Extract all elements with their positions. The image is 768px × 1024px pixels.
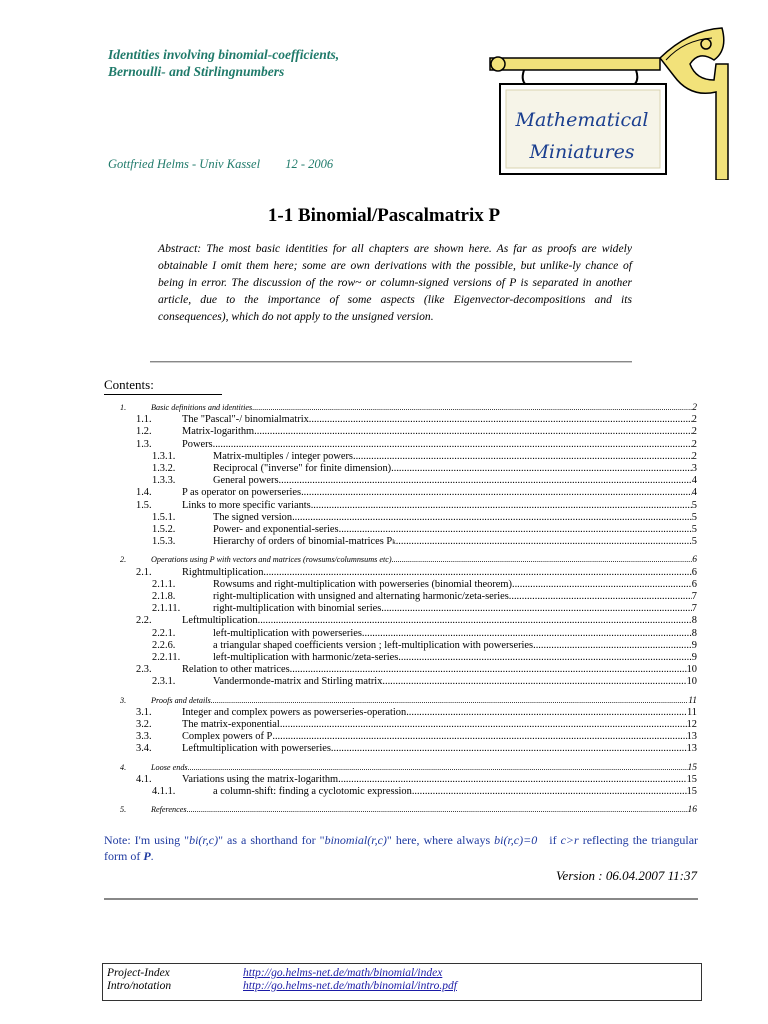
toc-entry-page: 6: [691, 566, 697, 578]
toc-leader-dots: [272, 731, 686, 743]
toc-entry-title: The signed version: [213, 511, 293, 523]
note-P: P: [143, 849, 151, 863]
toc-entry-number: 1.5.1.: [152, 511, 176, 523]
footer-row-intro: [107, 979, 457, 993]
toc-entry-page: 15: [686, 773, 697, 785]
toc-entry[interactable]: [152, 591, 697, 603]
toc-leader-dots: [353, 451, 692, 463]
toc-leader-dots: [309, 414, 692, 426]
toc-entry[interactable]: [136, 664, 697, 676]
note-prefix: Note: I'm using ": [104, 833, 190, 847]
toc-entry-page: 5: [691, 524, 697, 535]
toc-entry[interactable]: [152, 786, 697, 798]
footer-label: Intro/notation: [107, 980, 172, 992]
footer-label: Project-Index: [107, 967, 170, 979]
toc-entry[interactable]: [136, 731, 697, 743]
note-cond: bi(r,c)=0: [494, 833, 538, 847]
toc-entry-number: 3.: [120, 695, 127, 705]
document-title: 1-1 Binomial/Pascalmatrix P: [267, 205, 501, 226]
toc-entry-page: 13: [686, 743, 697, 755]
version-stamp: Version : 06.04.2007 11:37: [556, 868, 697, 883]
toc-entry[interactable]: [152, 628, 697, 640]
note-mid4: reflecting the triangular form of: [104, 833, 699, 863]
toc-entry-page: 15: [686, 786, 697, 797]
toc-entry-title: Rightmultiplication: [182, 566, 264, 578]
toc-leader-dots: [254, 426, 692, 438]
toc-entry[interactable]: [152, 676, 697, 688]
toc-entry-number: 2.: [120, 555, 127, 565]
toc-entry-number: 4.: [120, 762, 127, 772]
toc-entry-page: 5: [691, 536, 697, 548]
toc-leader-dots: [392, 554, 693, 566]
toc-entry-title: Hierarchy of orders of binomial-matrices P: [213, 536, 393, 548]
toc-leader-dots: [398, 652, 692, 664]
toc-entry-title: General powers: [213, 475, 279, 487]
toc-entry[interactable]: [152, 451, 697, 463]
footer-link-project-index[interactable]: http://go.helms-net.de/math/binomial/index: [243, 967, 443, 979]
toc-leader-dots: [391, 463, 692, 475]
toc-entry-number: 4.1.1.: [152, 786, 176, 797]
toc-entry-page: 5: [691, 511, 697, 523]
toc-entry[interactable]: [152, 579, 697, 591]
logo-text-line2: Miniatures: [529, 141, 635, 163]
toc-entry[interactable]: [152, 640, 697, 652]
toc-entry-page: 6: [691, 578, 697, 590]
toc-entry[interactable]: [136, 426, 697, 438]
toc-leader-dots: [311, 500, 692, 512]
toc-entry-number: 3.3.: [136, 731, 152, 743]
toc-leader-dots: [252, 402, 692, 414]
toc-entry-number: 2.2.6.: [152, 639, 176, 651]
toc-leader-dots: [509, 591, 692, 603]
toc-leader-dots: [263, 567, 691, 579]
toc-leader-dots: [187, 804, 688, 816]
toc-entry-title: left-multiplication with harmonic/zeta-series: [213, 652, 399, 663]
toc-entry-number: 1.3.1.: [152, 450, 176, 462]
toc-entry[interactable]: [152, 463, 697, 475]
toc-entry[interactable]: [136, 719, 697, 731]
logo-text-line1: Mathematical: [515, 109, 649, 131]
toc-leader-dots: [258, 615, 692, 627]
toc-entry-title: Matrix-logarithm: [182, 426, 255, 438]
toc-entry-page: 2: [691, 426, 697, 438]
toc-entry-title: Relation to other matrices: [182, 664, 290, 676]
toc-entry[interactable]: [120, 402, 697, 414]
toc-entry-title: right-multiplication with binomial series: [213, 603, 382, 615]
toc-entry-page: 3: [691, 463, 697, 474]
toc-entry-subscript: k: [392, 538, 396, 547]
toc-entry[interactable]: [152, 524, 697, 536]
toc-entry-title: Powers: [182, 438, 213, 450]
toc-entry-page: 13: [686, 731, 697, 743]
note-mid1: " as a shorthand for ": [218, 833, 325, 847]
toc-entry-number: 1.5.3.: [152, 536, 176, 548]
series-title-line2: Bernoulli- and Stirlingnumbers: [108, 64, 285, 79]
toc-entry-title: Complex powers of P: [182, 731, 273, 743]
toc-entry-page: 2: [691, 414, 697, 426]
toc-entry-page: 6: [692, 555, 697, 566]
toc-entry[interactable]: [152, 603, 697, 615]
toc-leader-dots: [188, 762, 688, 774]
toc-leader-dots: [213, 439, 692, 451]
toc-leader-dots: [382, 676, 686, 688]
toc-entry-page: 5: [691, 499, 697, 511]
footer-links-box: [102, 963, 702, 1001]
toc-leader-dots: [338, 774, 686, 786]
toc-entry-number: 2.1.8.: [152, 591, 176, 602]
toc-entry-page: 8: [691, 615, 697, 627]
toc-entry-title: right-multiplication with unsigned and alternating harmonic/zeta-series: [213, 591, 509, 602]
toc-entry-number: 2.3.: [136, 664, 152, 676]
toc-leader-dots: [331, 743, 687, 755]
toc-entry-page: 2: [692, 403, 697, 413]
toc-leader-dots: [362, 628, 692, 640]
author-date: 12 - 2006: [285, 157, 334, 171]
note-mid2: " here, where always: [386, 833, 495, 847]
toc-entry-page: 11: [688, 695, 697, 706]
toc-entry-page: 2: [691, 450, 697, 462]
toc-entry-title: The "Pascal"-/ binomialmatrix: [182, 414, 309, 426]
toc-entry-page: 2: [691, 438, 697, 450]
toc-leader-dots: [211, 695, 688, 707]
toc-entry[interactable]: [136, 439, 697, 451]
toc-entry-title: Matrix-multiples / integer powers: [213, 450, 353, 462]
notation-note: [104, 832, 698, 864]
toc-entry-page: 16: [687, 805, 697, 816]
toc-entry[interactable]: [136, 500, 697, 512]
toc-entry-number: 2.1.1.: [152, 578, 176, 590]
toc-entry[interactable]: [120, 762, 697, 774]
toc-entry-number: 1.1.: [136, 414, 152, 426]
toc-entry[interactable]: [152, 512, 697, 524]
toc-entry[interactable]: [120, 804, 697, 816]
toc-entry-page: 4: [691, 475, 697, 487]
toc-entry-page: 4: [691, 487, 697, 499]
toc-entry-title: left-multiplication with powerseries: [213, 627, 362, 639]
toc-entry-title: Proofs and details: [151, 695, 211, 705]
series-title-line1: Identities involving binomial-coefficients,: [108, 47, 340, 62]
toc-entry-number: 2.2.1.: [152, 627, 176, 639]
toc-leader-dots: [339, 524, 692, 536]
toc-leader-dots: [280, 719, 687, 731]
toc-entry-title: Leftmultiplication with powerseries: [182, 743, 331, 755]
toc-entry-title: Power- and exponential-series: [213, 524, 339, 535]
toc-entry[interactable]: [136, 707, 697, 719]
toc-entry-page: 12: [686, 719, 697, 730]
toc-entry-title: Integer and complex powers as powerseries-operation: [182, 706, 407, 718]
toc-entry-title: The matrix-exponential: [182, 719, 280, 730]
toc-leader-dots: [279, 475, 692, 487]
toc-entry[interactable]: [136, 615, 697, 627]
toc-entry-title: Loose ends: [151, 762, 188, 772]
toc-entry-page: 9: [691, 652, 697, 663]
toc-entry[interactable]: [136, 487, 697, 499]
toc-entry-number: 2.2.: [136, 615, 152, 627]
toc-entry-number: 3.1.: [136, 706, 152, 718]
toc-entry-number: 3.4.: [136, 743, 152, 755]
toc-entry-page: 7: [691, 603, 697, 615]
toc-entry-title: P as operator on powerseries: [182, 487, 302, 499]
toc-leader-dots: [292, 512, 692, 524]
toc-entry-title: References: [151, 805, 187, 815]
toc-entry-title: Links to more specific variants: [182, 499, 311, 511]
toc-entry-number: 1.3.: [136, 438, 152, 450]
toc-entry-page: 11: [686, 706, 697, 718]
note-bi: bi(r,c): [189, 833, 219, 847]
toc-entry-page: 8: [691, 627, 697, 639]
abstract: Abstract: The most basic identities for all chapters are shown here. As far as proofs are widely obtainable I omit them here; some are own derivations with the possible, but unlike-ly chance of being in error. The discussion of the row~ or column-signed versions of P is separated in another article, due to the importance of some aspects (like Eigenvector-decompositions and its consequences), which do not apply to the unsigned version.: [158, 242, 632, 323]
toc-leader-dots: [290, 664, 687, 676]
note-end: .: [150, 849, 154, 863]
toc-entry-title: Variations using the matrix-logarithm: [182, 773, 339, 785]
series-title: [108, 46, 438, 80]
toc-entry-number: 1.2.: [136, 426, 152, 438]
toc-entry-number: 1.3.2.: [152, 463, 176, 474]
toc-entry[interactable]: [120, 695, 697, 707]
toc-entry-number: 1.5.2.: [152, 524, 176, 535]
note-binomial: binomial(r,c): [324, 833, 387, 847]
toc-entry-title: Reciprocal ("inverse" for finite dimension): [213, 463, 392, 474]
toc-entry-number: 1.3.3.: [152, 475, 176, 487]
toc-entry[interactable]: [152, 536, 697, 548]
toc-entry-number: 2.1.: [136, 566, 152, 578]
toc-entry-number: 5.: [120, 805, 127, 815]
toc-entry-page: 10: [686, 664, 697, 676]
toc-entry-page: 9: [691, 639, 697, 651]
author-name: Gottfried Helms - Univ Kassel: [108, 157, 261, 171]
toc-leader-dots: [412, 786, 687, 798]
toc-entry[interactable]: [136, 567, 697, 579]
toc-entry-title: a triangular shaped coefficients version ; left-multiplication with powerseries: [213, 639, 534, 651]
toc-entry-page: 15: [687, 762, 697, 773]
toc-leader-dots: [381, 603, 692, 615]
toc-entry[interactable]: [136, 743, 697, 755]
toc-entry-title: Basic definitions and identities: [151, 403, 253, 412]
toc-leader-dots: [533, 640, 692, 652]
toc-entry-number: 3.2.: [136, 719, 152, 730]
author-line: [108, 157, 333, 172]
toc-entry[interactable]: [136, 414, 697, 426]
toc-entry-title: Rowsums and right-multiplication with powerseries (binomial theorem): [213, 578, 512, 590]
mathematical-miniatures-logo: [484, 20, 734, 180]
footer-link-intro[interactable]: http://go.helms-net.de/math/binomial/intro.pdf: [243, 980, 457, 992]
toc-entry-number: 1.4.: [136, 487, 152, 499]
toc-entry-number: 2.3.1.: [152, 676, 176, 688]
toc-entry-number: 4.1.: [136, 773, 152, 785]
note-mid3: if: [537, 833, 561, 847]
toc-entry-title: Leftmultiplication: [182, 615, 258, 627]
toc-leader-dots: [301, 487, 692, 499]
toc-leader-dots: [406, 707, 687, 719]
toc-entry-number: 1.5.: [136, 499, 152, 511]
toc-entry-title: Operations using P with vectors and matrices (rowsums/columnsums etc): [151, 555, 392, 565]
footer-divider: [104, 898, 698, 900]
toc-entry-title: a column-shift: finding a cyclotomic expression: [213, 786, 412, 797]
toc-entry-number: 2.1.11.: [152, 603, 181, 615]
footer-row-project-index: [107, 966, 442, 980]
note-cond2: c>r: [560, 833, 579, 847]
toc-entry-page: 7: [691, 591, 697, 602]
contents-underline: [104, 394, 222, 395]
toc-entry-page: 10: [686, 676, 697, 688]
abstract-divider: [150, 361, 632, 363]
toc-leader-dots: [512, 579, 692, 591]
toc-entry[interactable]: [152, 475, 697, 487]
contents-heading: Contents:: [104, 377, 154, 392]
toc-entry[interactable]: [152, 652, 697, 664]
toc-entry-number: 1.: [120, 403, 127, 412]
toc-entry-number: 2.2.11.: [152, 652, 181, 663]
toc-entry-title: Vandermonde-matrix and Stirling matrix: [213, 676, 383, 688]
toc-entry[interactable]: [120, 554, 697, 566]
toc-entry[interactable]: [136, 774, 697, 786]
toc-leader-dots: [396, 536, 692, 548]
